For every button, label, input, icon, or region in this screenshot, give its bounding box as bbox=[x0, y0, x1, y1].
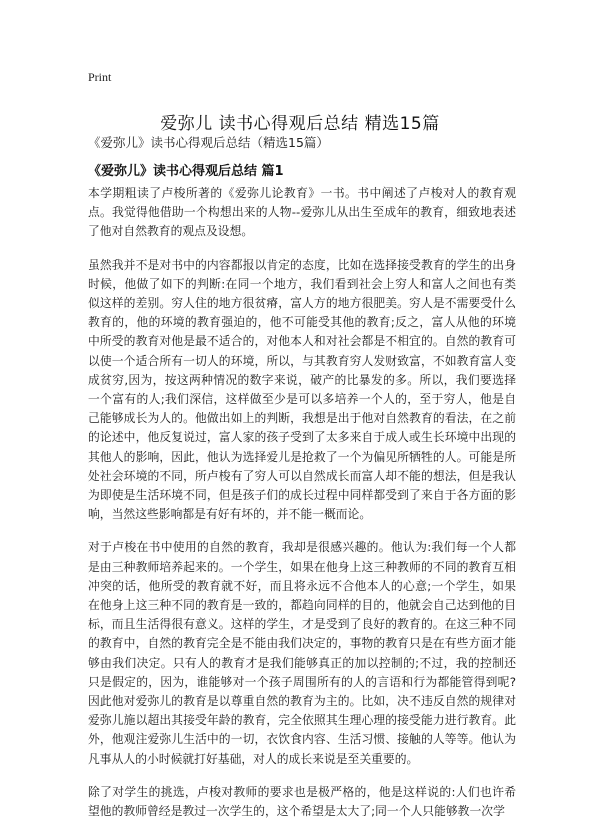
paragraph-2: 虽然我并不是对书中的内容都报以肯定的态度，比如在选择接受教育的学生的出身时候，他做了如下的判断:在同一个地方，我们看到社会上穷人和富人之间也有类似这样的差别。穷人住的地方很贫瘠，富人方的地方很肥美。穷人是不需要受什么教育的，他的环境的教育强迫的，他不可能受其他的教育;反之，富人从他的环境中所受的教育对他是最不适合的，对他本人和对社会都是不相宜的。自然的教育可以使一个适合所有一切人的环境，所以，与其教育穷人发财致富，不如教育富人变成贫穷,因为，按这两种情况的数字来说，破产的比暴发的多。所以，我们要选择一个富有的人;我们深信，这样做至少是可以多培养一个人的，至于穷人，他是自己能够成长为人的。他做出如上的判断，我想是出于他对自然教育的看法，在之前的论述中，他反复说过，富人家的孩子受到了太多来自于成人或生长环境中出现的其他人的影响，因此，他认为选择爱儿是抢救了一个为偏见所牺牲的人。可能是所处社会环境的不同，所卢梭有了穷人可以自然成长而富人却不能的想法，但是我认为即使是生活环境不同，但是孩子们的成长过程中同样都受到了来自于各方面的影响，当然这些影响都是有好有坏的，并不能一概而论。 bbox=[88, 257, 516, 522]
paragraph-4: 除了对学生的挑选，卢梭对教师的要求也是极严格的，他是这样说的:人们也许希望他的教师曾经是教过一次学生的，这个希望是太大了;同一个人只能够教一次学 bbox=[88, 784, 516, 819]
article-body bbox=[88, 184, 516, 835]
paragraph-1: 本学期粗读了卢梭所著的《爱弥儿论教育》一书。书中阐述了卢梭对人的教育观点。我觉得他借助一个构想出来的人物--爱弥儿从出生至成年的教育，细致地表述了他对自然教育的观点及设想。 bbox=[88, 186, 516, 239]
print-link[interactable]: Print bbox=[88, 70, 112, 84]
document-subtitle: 《爱弥儿》读书心得观后总结（精选15篇） bbox=[88, 135, 329, 150]
paragraph-3: 对于卢梭在书中使用的自然的教育，我却是很感兴趣的。他认为:我们每一个人都是由三种教师培养起来的。一个学生，如果在他身上这三种教师的不同的教育互相冲突的话，他所受的教育就不好，而且将永远不合他本人的心意;一个学生，如果在他身上这三种不同的教育是一致的，都趋向同样的目的，他就会自己达到他的目标，而且生活得很有意义。这样的学生，才是受到了良好的教育的。在这三种不同的教育中，自然的教育完全是不能由我们决定的，事物的教育只是在有些方面才能够由我们决定。只有人的教育才是我们能够真正的加以控制的;不过，我的控制还只是假定的，因为，谁能够对一个孩子周围所有的人的言语和行为都能管得到呢?因此他对爱弥儿的教育是以尊重自然的教育为主的。比如，决不违反自然的规律对爱弥儿施以超出其接受年龄的教育，完全依照其生理心理的接受能力进行教育。此外，他观注爱弥儿生活中的一切，衣饮食内容、生活习惯、接触的人等等。他认为凡事从人的小时候就打好基础，对人的成长来说是至关重要的。 bbox=[88, 540, 516, 766]
page-title: 爱弥儿 读书心得观后总结 精选15篇 bbox=[160, 114, 440, 135]
section-heading: 《爱弥儿》读书心得观后总结 篇1 bbox=[88, 164, 284, 179]
